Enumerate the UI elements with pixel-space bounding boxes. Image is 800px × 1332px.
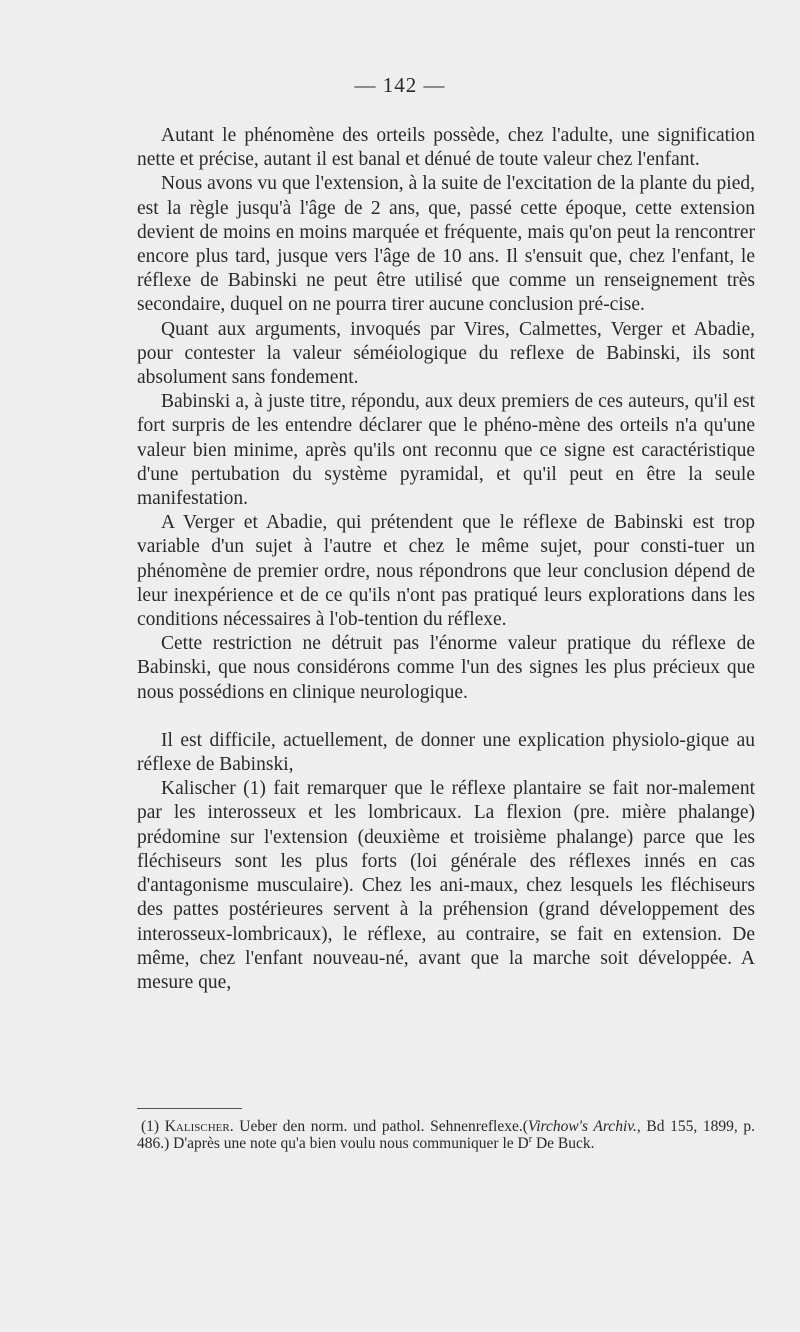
body-text [137,124,755,995]
paragraph: Cette restriction ne détruit pas l'énorme valeur pratique du réflexe de Babinski, que nous considérons comme l'un des signes les plus précieux que nous possédions en clinique neurologique. [137,633,755,703]
paragraph: Quant aux arguments, invoqués par Vires, Calmettes, Verger et Abadie, pour contester la valeur séméiologique du reflexe de Babinski, ils sont absolument sans fondement. [137,318,755,389]
footnote-end: De Buck. [532,1135,595,1152]
footnote-text [137,1118,755,1152]
footnote-title: Ueber den norm. und pathol. Sehnenreflexe.( [239,1118,528,1135]
page-number: — 142 — [354,73,446,97]
paragraph: Autant le phénomène des orteils possède, chez l'adulte, une signification nette et précise, autant il est banal et dénué de toute valeur chez l'enfant. [137,125,755,171]
footnote-marker: (1) [141,1118,160,1135]
paragraph: Kalischer (1) fait remarquer que le réflexe plantaire se fait nor-malement par les interosseux et les lombricaux. La flexion (pre. mière phalange) prédomine sur l'extension (deuxième et troisième phalange) parce que les fléchiseurs sont les plus forts (loi générale des réflexes innés en cas d'antagonisme musculaire). Chez les ani-maux, chez lesquels les fléchiseurs des pattes postérieures servent à la préhension (grand développement des interosseux-lombricaux), le réflexe, au contraire, se fait en extension. De même, chez l'enfant nouveau-né, avant que la marche soit développée. A mesure que, [137,778,755,993]
footnote-details: , Bd 155, 1899, p. 486.) D'après une note qu'a bien voulu nous communiquer le D [137,1118,756,1152]
paragraph: Nous avons vu que l'extension, à la suite de l'excitation de la plante du pied, est la règle jusqu'à l'âge de 2 ans, que, passé cette époque, cette extension devient de moins en moins marquée et fréquente, mais qu'on peut la rencontrer encore plus tard, jusque vers l'âge de 10 ans. Il s'ensuit que, chez l'enfant, le réflexe de Babinski ne peut être utilisé que comme un renseignement très secondaire, duquel on ne pourra tirer aucune conclusion pré-cise. [137,173,755,316]
paragraph: Il est difficile, actuellement, de donner une explication physiolo-gique au réflexe de Babinski, [137,729,755,776]
footnote-divider [137,1108,242,1109]
paragraph: A Verger et Abadie, qui prétendent que le réflexe de Babinski est trop variable d'un sujet à l'autre et chez le même sujet, pour consti-tuer un phénomène de premier ordre, nous répondrons que leur conclusion dépend de leur inexpérience et de ce qu'ils n'ont pas pratiqué leurs explorations dans les conditions nécessaires à l'ob-tention du réflexe. [137,512,755,631]
footnote-author: Kalischer. [164,1118,234,1135]
footnote-superscript: r [528,1133,533,1145]
footnote-journal: Virchow's Archiv. [527,1118,637,1135]
footnote [137,1118,755,1152]
paragraph: Babinski a, à juste titre, répondu, aux deux premiers de ces auteurs, qu'il est fort surpris de les entendre déclarer que le phéno-mène des orteils n'a qu'une valeur bien minime, après qu'ils ont reconnu que ce signe est caractéristique d'une pertubation du système pyramidal, et qu'il peut en être la seule manifestation. [137,391,755,510]
